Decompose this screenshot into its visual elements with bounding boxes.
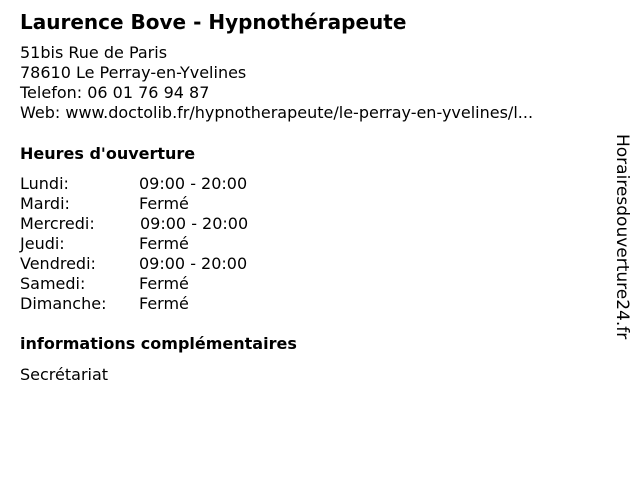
additional-info-heading: informations complémentaires — [20, 334, 297, 353]
city-address: 78610 Le Perray-en-Yvelines — [20, 63, 247, 82]
day-hours: Fermé — [139, 194, 189, 213]
day-label: Mercredi: — [20, 214, 95, 233]
site-watermark: Horairesdouverture24.fr — [612, 134, 632, 340]
day-label: Mardi: — [20, 194, 70, 213]
page-title: Laurence Bove - Hypnothérapeute — [20, 10, 407, 34]
day-label: Vendredi: — [20, 254, 96, 273]
day-hours: Fermé — [139, 234, 189, 253]
contact-block — [20, 43, 533, 123]
day-label: Lundi: — [20, 174, 69, 193]
phone-number: Telefon: 06 01 76 94 87 — [20, 83, 210, 102]
day-label: Jeudi: — [20, 234, 65, 253]
street-address: 51bis Rue de Paris — [20, 43, 168, 62]
day-hours: 09:00 - 20:00 — [139, 254, 248, 273]
day-label: Dimanche: — [20, 294, 107, 313]
website-link[interactable]: Web: www.doctolib.fr/hypnotherapeute/le-perray-en-yvelines/l... — [20, 103, 534, 122]
day-hours: Fermé — [139, 274, 189, 293]
day-label: Samedi: — [20, 274, 86, 293]
day-hours: 09:00 - 20:00 — [140, 214, 249, 233]
additional-info-text: Secrétariat — [20, 365, 109, 384]
day-hours: Fermé — [139, 294, 189, 313]
day-hours: 09:00 - 20:00 — [139, 174, 248, 193]
opening-hours-heading: Heures d'ouverture — [20, 144, 196, 163]
